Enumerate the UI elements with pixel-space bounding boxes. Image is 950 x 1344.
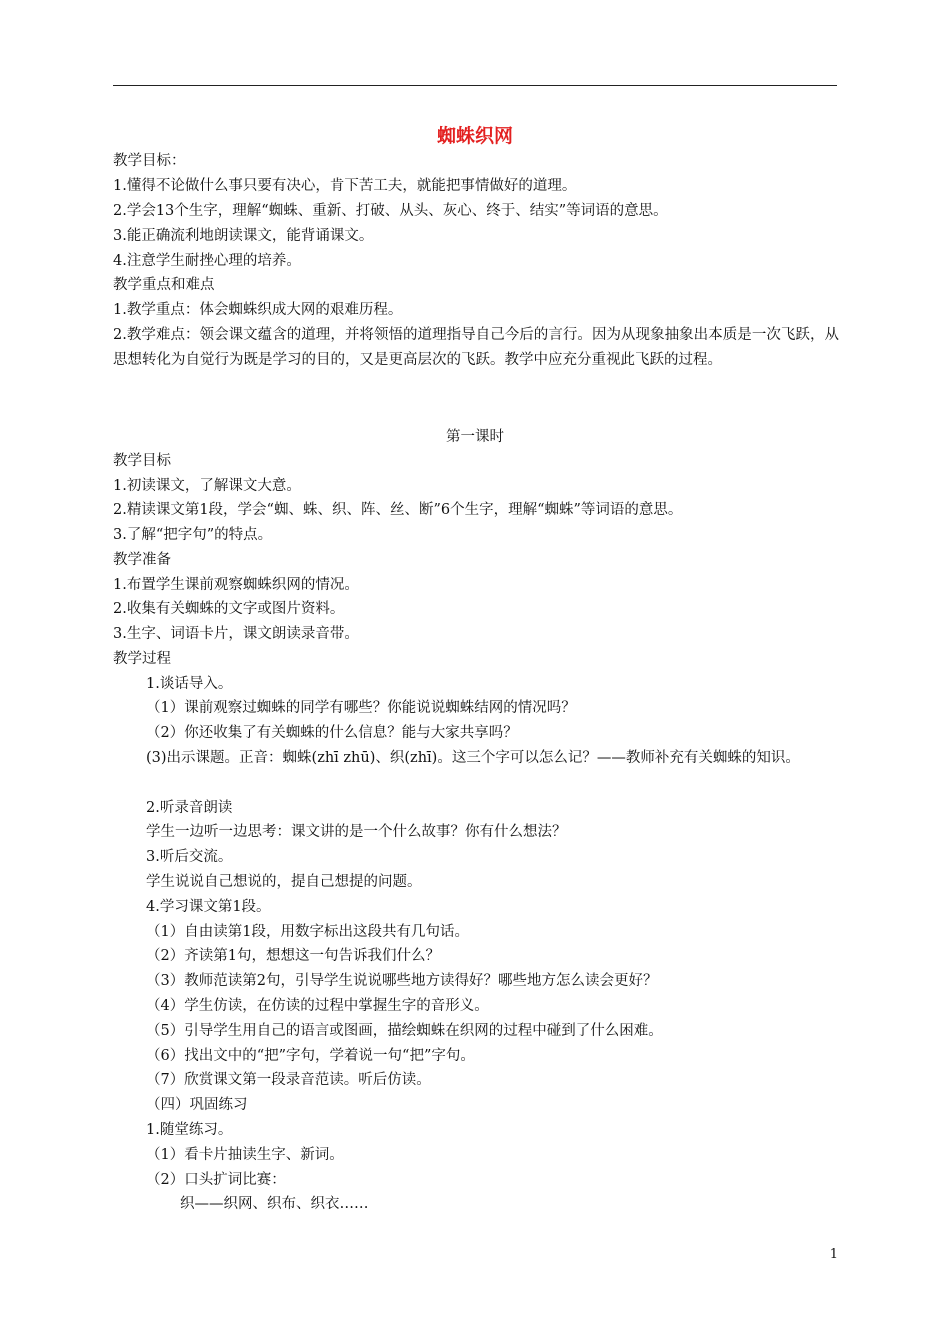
lesson-heading: 第一课时	[446, 429, 504, 445]
process-substep: （5）引导学生用自己的语言或图画，描绘蜘蛛在织网的过程中碰到了什么困难。	[146, 1023, 663, 1039]
process-substep: （7）欣赏课文第一段录音范读。听后仿读。	[146, 1072, 431, 1088]
goal-item-2: 2.学会13个生字，理解“蜘蛛、重新、打破、从头、灰心、终于、结实”等词语的意思。	[113, 203, 668, 219]
process-substep: （2）齐读第1句，想想这一句告诉我们什么？	[146, 948, 440, 964]
process-substep: （6）找出文中的“把”字句，学着说一句“把”字句。	[146, 1048, 475, 1064]
practice-substep: （2）口头扩词比赛：	[146, 1172, 286, 1188]
word-expansion-example: 织——织网、织布、织衣……	[180, 1196, 369, 1212]
process-step-4: 4.学习课文第1段。	[146, 899, 271, 915]
preparation-item-1: 1.布置学生课前观察蜘蛛织网的情况。	[113, 577, 359, 593]
process-step-1: 1.谈话导入。	[146, 676, 233, 692]
practice-substep: （1）看卡片抽读生字、新词。	[146, 1147, 344, 1163]
lesson-goal-3: 3.了解“把字句”的特点。	[113, 527, 273, 543]
goal-item-1: 1.懂得不论做什么事只要有决心，肯下苦工夫，就能把事情做好的道理。	[113, 178, 577, 194]
intro-paragraph: (3)出示课题。正音：蜘蛛(zhī zhū)、织(zhī)。这三个字可以怎么记？——教师补充有关蜘蛛的知识。	[146, 750, 800, 766]
preparation-heading: 教学准备	[113, 552, 171, 568]
lesson-goal-1: 1.初读课文，了解课文大意。	[113, 478, 301, 494]
key-point-item: 1.教学重点：体会蜘蛛织成大网的艰难历程。	[113, 302, 403, 318]
process-step-3: 3.听后交流。	[146, 849, 233, 865]
goal-item-3: 3.能正确流利地朗读课文，能背诵课文。	[113, 228, 374, 244]
practice-heading: （四）巩固练习	[146, 1097, 248, 1113]
process-step-2: 2.听录音朗读	[146, 800, 233, 816]
lesson-goal-2: 2.精读课文第1段，学会“蜘、蛛、织、阵、丝、断”6个生字，理解“蜘蛛”等词语的意思。	[113, 502, 683, 518]
difficulty-paragraph: 2.教学难点：领会课文蕴含的道理，并将领悟的道理指导自己今后的言行。因为从现象抽象出本质是一次飞跃，从思想转化为自觉行为既是学习的目的，又是更高层次的飞跃。教学中应充分重视此飞跃的过程。	[113, 327, 839, 368]
practice-item-1: 1.随堂练习。	[146, 1122, 233, 1138]
process-text: 学生一边听一边思考：课文讲的是一个什么故事？你有什么想法？	[146, 824, 567, 840]
preparation-item-2: 2.收集有关蜘蛛的文字或图片资料。	[113, 601, 345, 617]
process-substep: （4）学生仿读，在仿读的过程中掌握生字的音形义。	[146, 998, 489, 1014]
goals-heading: 教学目标：	[113, 153, 186, 169]
process-substep: （2）你还收集了有关蜘蛛的什么信息？能与大家共享吗？	[146, 725, 518, 741]
page-number: 1	[829, 1247, 838, 1262]
page-title: 蜘蛛织网	[436, 125, 513, 147]
process-heading: 教学过程	[113, 651, 171, 667]
preparation-item-3: 3.生字、词语卡片，课文朗读录音带。	[113, 626, 359, 642]
process-substep: （1）自由读第1段，用数字标出这段共有几句话。	[146, 924, 469, 940]
lesson-goals-heading: 教学目标	[113, 453, 171, 469]
process-text: 学生说说自己想说的，提自己想提的问题。	[146, 874, 422, 890]
goal-item-4: 4.注意学生耐挫心理的培养。	[113, 253, 301, 269]
process-substep: （1）课前观察过蜘蛛的同学有哪些？你能说说蜘蛛结网的情况吗？	[146, 700, 576, 716]
process-substep: （3）教师范读第2句，引导学生说说哪些地方读得好？哪些地方怎么读会更好？	[146, 973, 658, 989]
header-rule	[113, 85, 837, 86]
key-points-heading: 教学重点和难点	[113, 277, 215, 293]
